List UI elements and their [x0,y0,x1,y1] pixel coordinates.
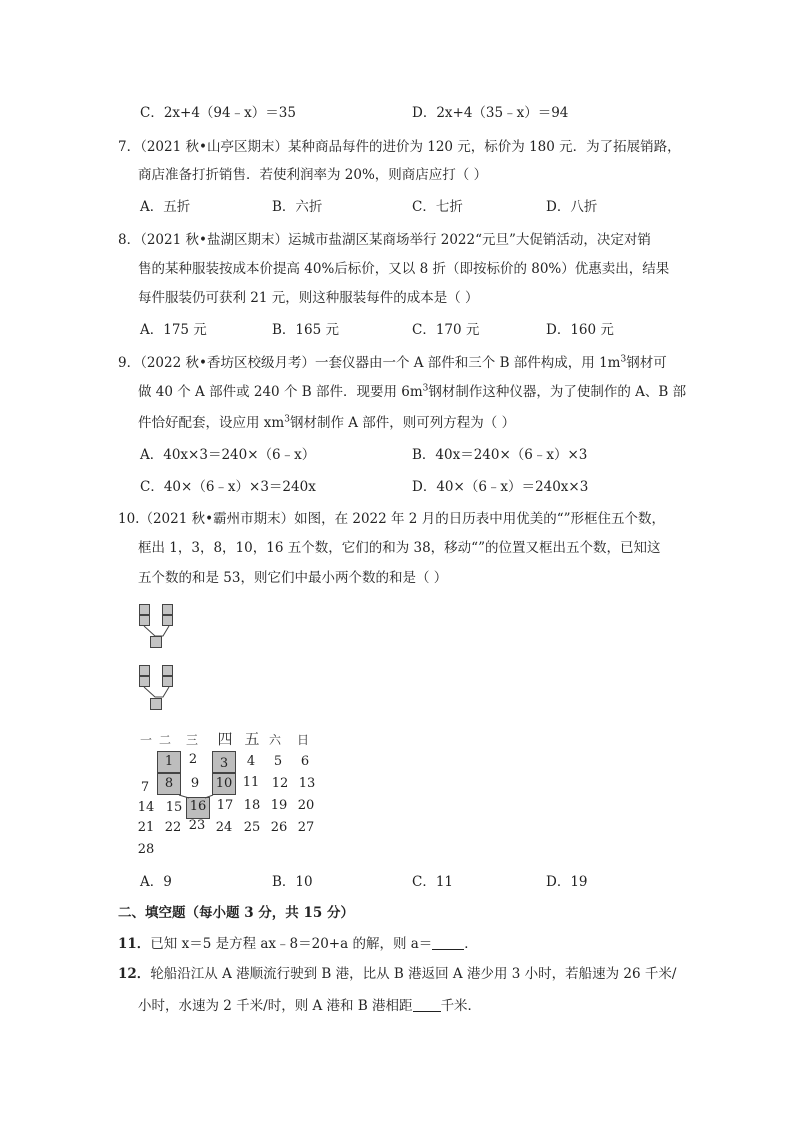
cal-day: 9 [190,776,200,791]
cal-day: 21 [137,820,155,835]
cal-day: 19 [270,798,288,813]
q10-option-b: B．10 [272,874,313,890]
q6-option-d: D．2x+4（35﹣x）＝94 [412,105,569,121]
cal-day: 5 [273,754,283,769]
cal-header-thu: 四 [217,730,233,748]
cal-day: 24 [215,820,233,835]
q7-line-2: 商店准备打折销售．若使利润率为 20%，则商店应打（ ） [138,167,488,183]
q7-option-b: B．六折 [272,199,323,215]
cal-header-tue: 二 [159,733,172,747]
q7-option-d: D．八折 [546,199,598,215]
q8-option-c: C．170 元 [412,322,480,338]
q8-option-a: A．175 元 [140,322,207,338]
q12-line-1: 12．轮船沿江从 A 港顺流行驶到 B 港，比从 B 港返回 A 港少用 3 小时，若船速为 26 千米/ [118,966,677,982]
q8-line-3: 每件服装仍可获利 21 元，则这种服装每件的成本是（ ） [138,290,479,306]
q8-option-d: D．160 元 [546,322,614,338]
q7-option-a: A．五折 [140,199,191,215]
cal-day: 26 [270,820,288,835]
cal-day: 17 [216,798,234,813]
q9-line-1: 9．（2022 秋•香坊区校级月考）一套仪器由一个 A 部件和三个 B 部件构成，用 $1m^3$钢材可 [118,354,667,371]
cal-day: 11 [242,775,260,790]
cal-header-mon: 一 [140,733,153,747]
q12-line-2: 小时，水速为 2 千米/时，则 A 港和 B 港相距 千米． [138,998,482,1014]
cal-day: 4 [246,754,256,769]
q10-line-2: 框出 1，3，8，10，16 五个数，它们的和为 38，移动“”的位置又框出五个数，已知这 [138,540,661,556]
q6-option-c: C．2x+4（94﹣x）＝35 [140,105,296,121]
q10-line-3: 五个数的和是 53，则它们中最小两个数的和是（ ） [138,570,448,586]
cal-day: 23 [188,818,206,833]
cal-day: 25 [243,820,261,835]
q9-line-3: 件恰好配套，设应用 $xm^3$钢材制作 A 部件，则可列方程为（ ） [138,414,516,431]
cal-day: 27 [297,820,315,835]
q11-line: 11．已知 x＝5 是方程 ax﹣8＝20+a 的解，则 a＝ ． [118,936,478,952]
cal-day: 14 [137,800,155,815]
cal-header-sat: 六 [269,733,282,747]
cal-header-fri: 五 [244,730,260,748]
q9-option-c: C．40×（6﹣x）×3＝240x [140,479,316,495]
q7-option-c: C．七折 [412,199,463,215]
q8-option-b: B．165 元 [272,322,339,338]
cal-day: 20 [297,798,315,813]
section-fill-in-title: 二、填空题（每小题 3 分，共 15 分） [118,905,354,921]
q8-line-1: 8．（2021 秋•盐湖区期末）运城市盐湖区某商场举行 2022“元旦”大促销活动，决定对销 [118,232,651,248]
q7-line-1: 7．（2021 秋•山亭区期末）某种商品每件的进价为 120 元，标价为 180 元．为了拓展销路， [118,139,681,155]
cal-day: 15 [165,800,183,815]
cal-day: 16 [189,799,207,814]
q10-line-1: 10.（2021 秋•霸州市期末）如图，在 2022 年 2 月的日历表中用优美的“”形框住五个数， [118,511,665,527]
cal-header-wed: 三 [186,733,199,747]
q9-option-d: D．40×（6﹣x）＝240x×3 [412,479,589,495]
cal-day: 8 [164,776,174,791]
cal-day: 18 [243,798,261,813]
cal-header-sun: 日 [297,733,310,747]
cal-day: 22 [164,820,182,835]
cal-day: 6 [300,754,310,769]
q10-option-a: A．9 [140,874,172,890]
cal-day: 13 [298,776,316,791]
q11-answer-blank[interactable] [432,935,464,950]
q9-option-a: A．40x×3＝240×（6﹣x） [140,447,316,463]
cal-day: 3 [219,756,229,771]
cal-day: 7 [140,780,150,795]
q10-option-d: D．19 [546,874,588,890]
cal-day: 10 [215,776,233,791]
q9-line-2: 做 40 个 A 部件或 240 个 B 部件．现要用 $6m^3$钢材制作这种仪器，为了使制作的 A、B 部 [138,383,687,400]
cal-day: 1 [164,754,174,769]
cal-day: 12 [271,776,289,791]
cal-day: 28 [137,842,155,857]
q8-line-2: 售的某种服装按成本价提高 40%后标价，又以 8 折（即按标价的 80%）优惠卖出，结果 [138,261,670,277]
q9-option-b: B．40x＝240×（6﹣x）×3 [412,447,588,463]
q12-answer-blank[interactable] [413,997,441,1012]
cal-day: 2 [188,752,198,767]
q10-option-c: C．11 [412,874,454,890]
